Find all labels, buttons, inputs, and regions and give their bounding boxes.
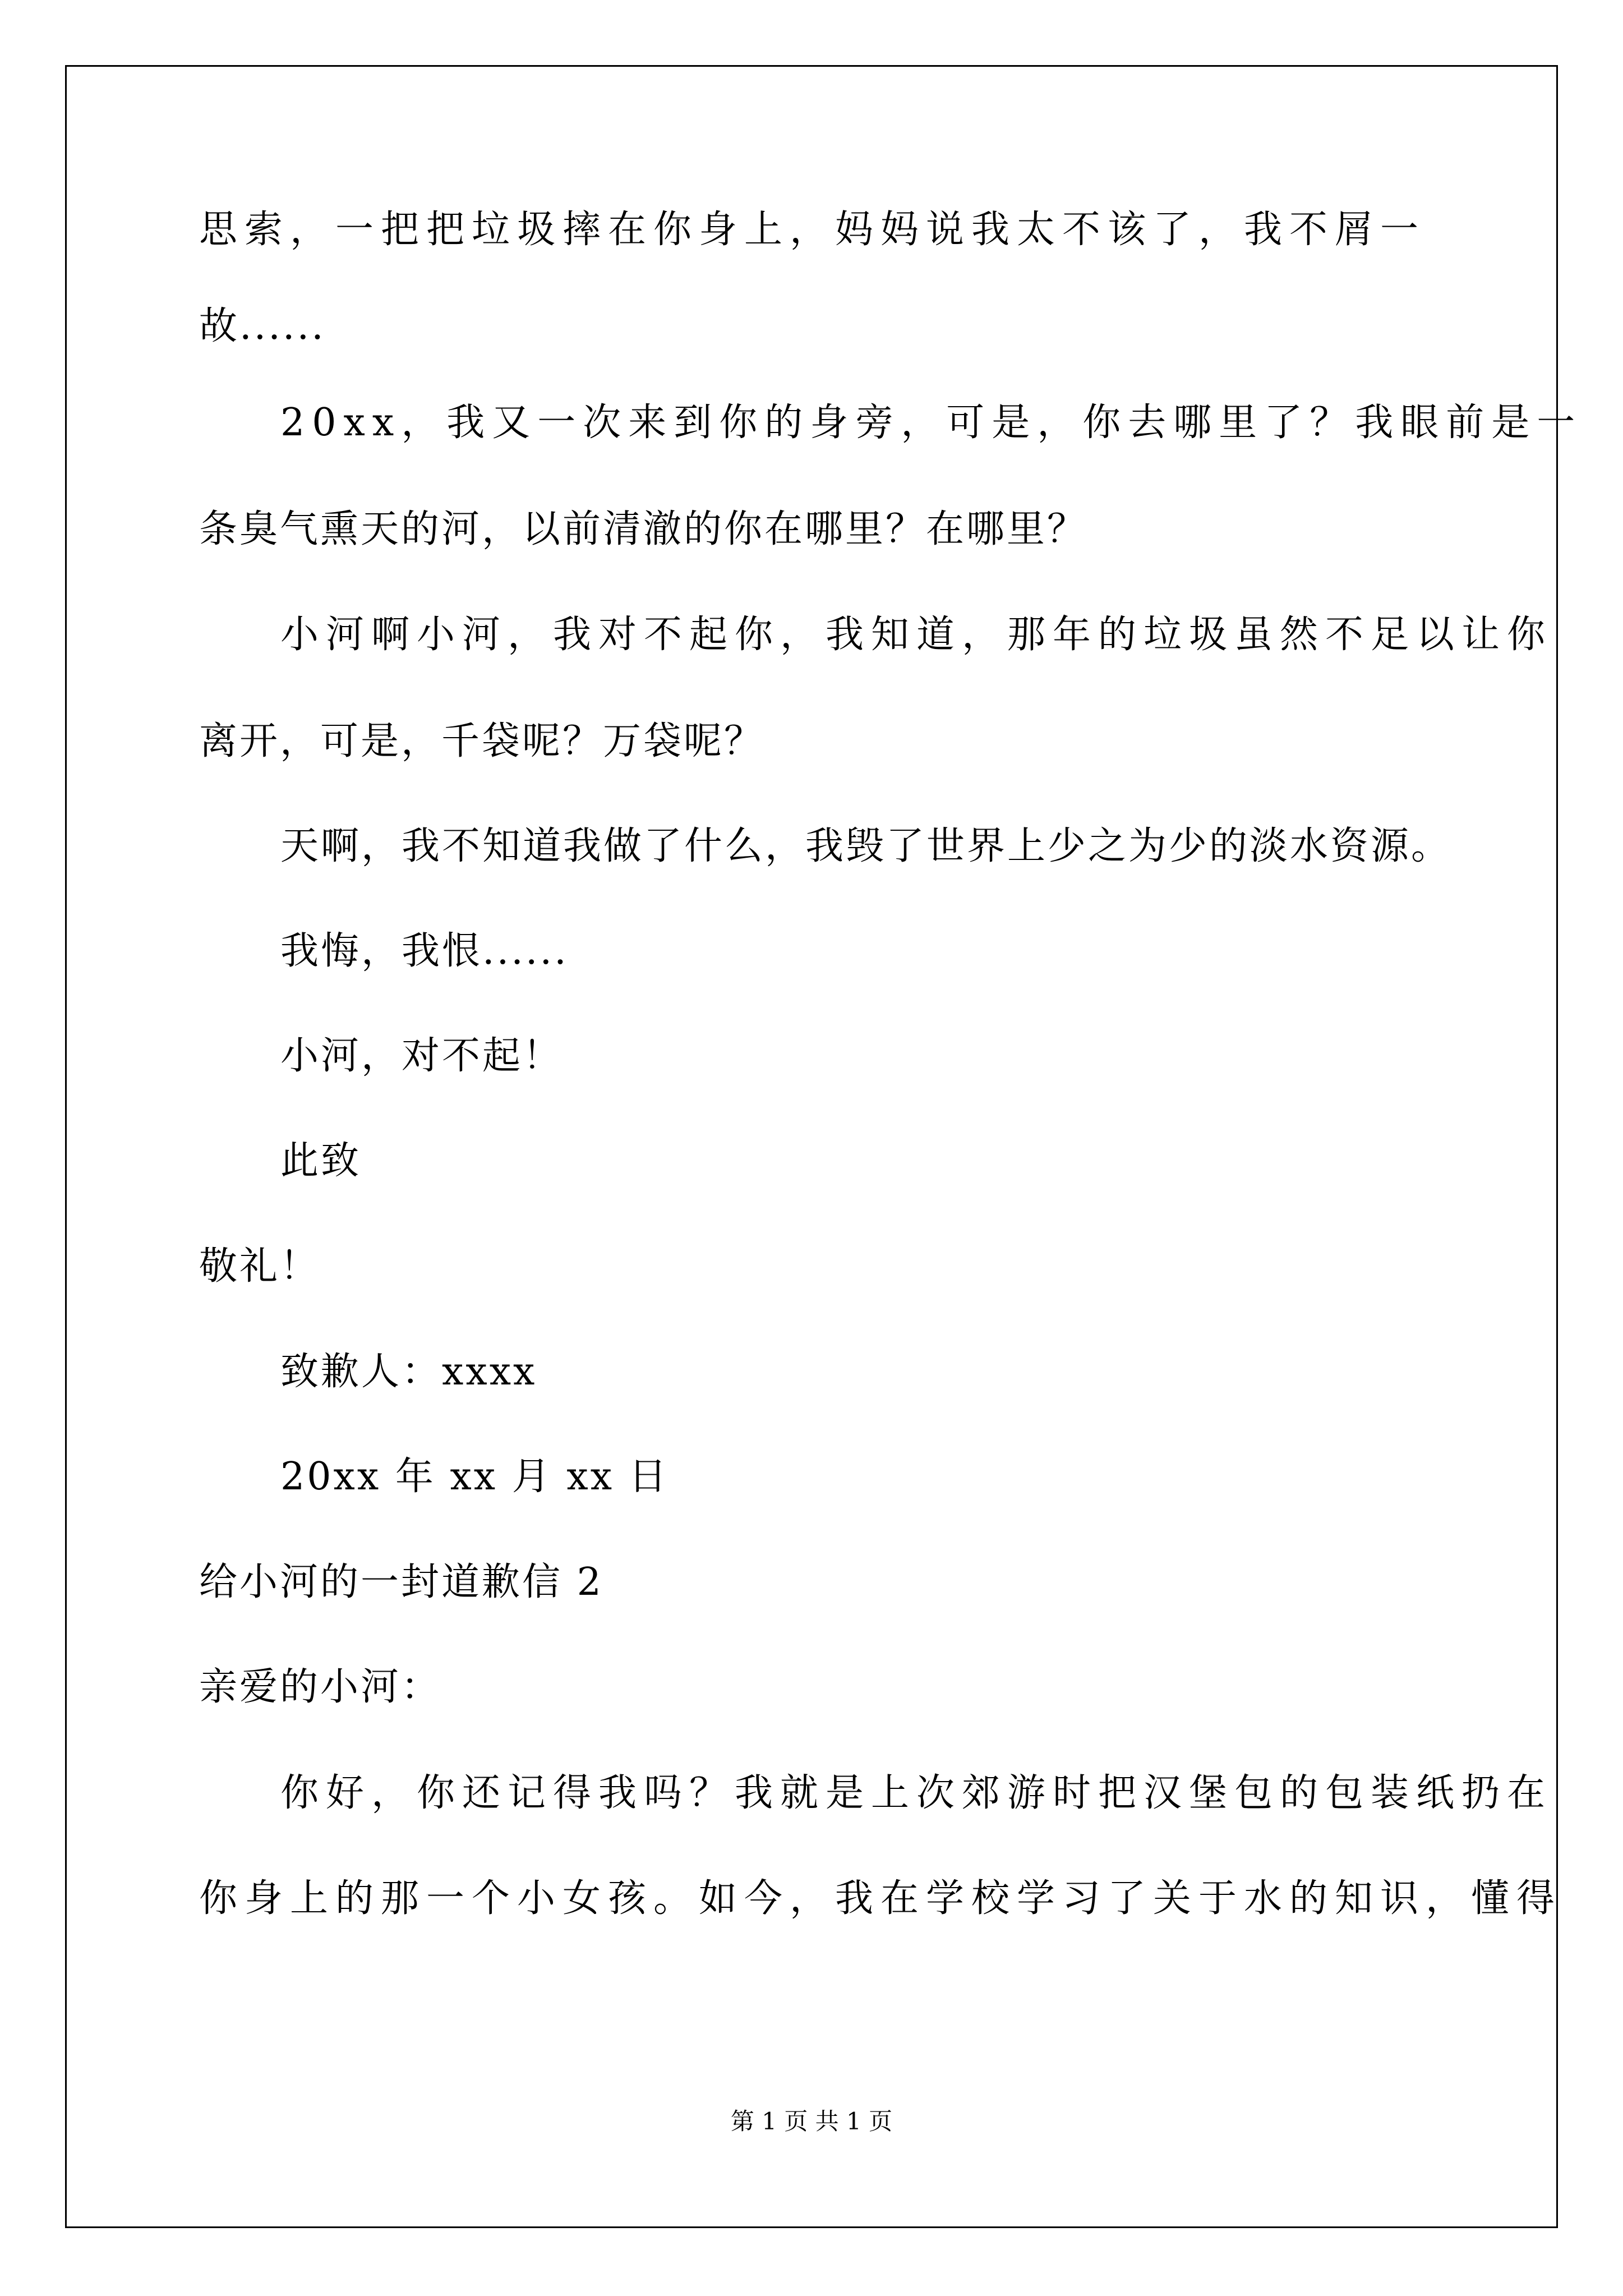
text-line: 故...... (199, 304, 326, 348)
text-line: 小河，对不起！ (280, 1034, 564, 1078)
text-line: 20xx，我又一次来到你的身旁，可是，你去哪里了？我眼前是一 (280, 401, 1583, 445)
date-line: 20xx 年 xx 月 xx 日 (280, 1455, 669, 1499)
salutation-closing: 敬礼！ (199, 1244, 321, 1289)
text-line: 你好，你还记得我吗？我就是上次郊游时把汉堡包的包装纸扔在 (280, 1771, 1553, 1815)
text-line: 小河啊小河，我对不起你，我知道，那年的垃圾虽然不足以让你 (280, 613, 1553, 657)
text-line: 你身上的那一个小女孩。如今，我在学校学习了关于水的知识，懂得 (199, 1876, 1562, 1921)
text-line: 我悔，我恨...... (280, 929, 569, 973)
greeting: 亲爱的小河： (199, 1665, 442, 1709)
signature: 致歉人：xxxx (280, 1350, 537, 1394)
closing-phrase: 此致 (280, 1139, 362, 1183)
text-line: 天啊，我不知道我做了什么，我毁了世界上少之为少的淡水资源。 (280, 824, 1452, 868)
text-line: 条臭气熏天的河，以前清澈的你在哪里？在哪里？ (199, 507, 1088, 551)
text-line: 离开，可是，千袋呢？万袋呢？ (199, 719, 765, 763)
text-line: 思索，一把把垃圾摔在你身上，妈妈说我太不该了，我不屑一 (199, 208, 1426, 252)
page-footer: 第 1 页 共 1 页 (730, 2108, 893, 2135)
section-title: 给小河的一封道歉信 2 (199, 1560, 603, 1604)
